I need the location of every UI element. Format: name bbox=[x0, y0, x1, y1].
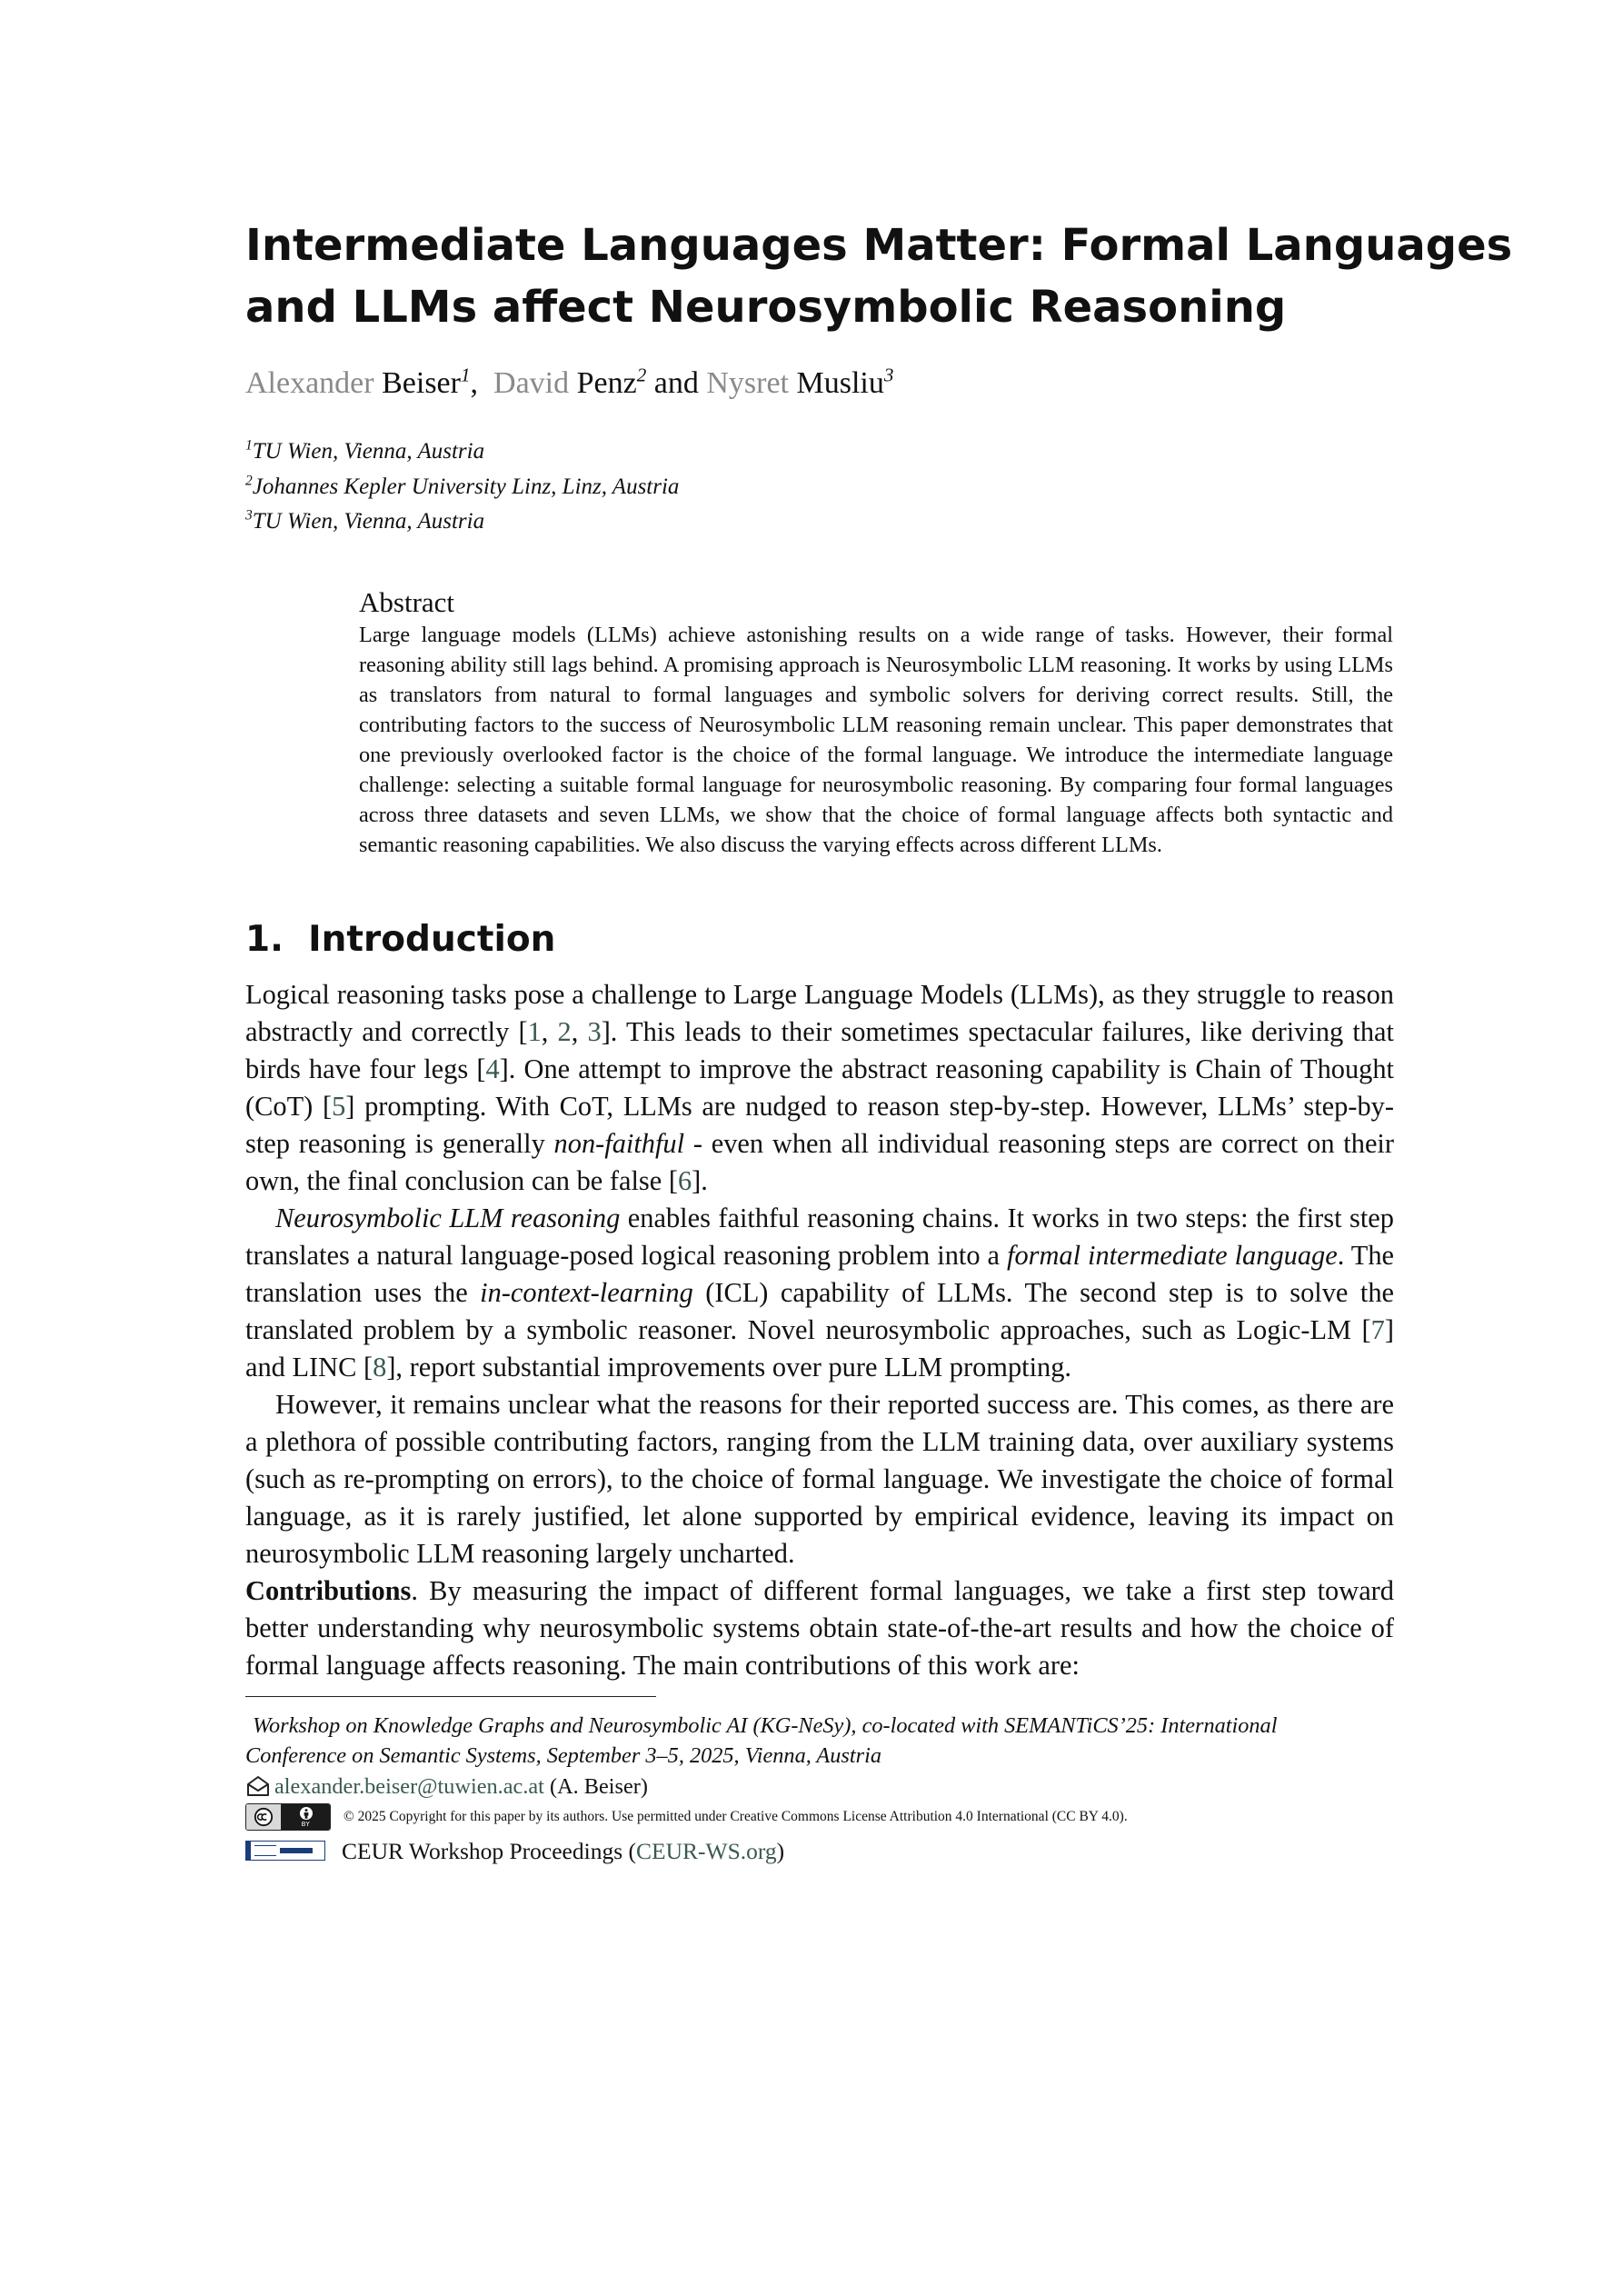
author-given-name: Alexander bbox=[245, 366, 374, 400]
abstract-text: Large language models (LLMs) achieve astonishing results on a wide range of tasks. However, their formal reasoning ability still lags behind. A promising approach is Neurosymbolic LLM reasoning. It works by using LLMs as translators from natural to formal languages and symbolic solvers for deriving correct results. Still, the contributing factors to the success of Neurosymbolic LLM reasoning remain unclear. This paper demonstrates that one previously overlooked factor is the choice of the formal language. We introduce the intermediate language challenge: selecting a suitable formal language for neurosymbolic reasoning. By comparing four formal languages across three datasets and seven LLMs, we show that the choice of formal language affects both syntactic and semantic reasoning capabilities. We also discuss the varying effects across different LLMs. bbox=[359, 623, 1393, 857]
citation-link[interactable]: 1 bbox=[527, 1016, 542, 1047]
section-number: 1. bbox=[245, 919, 284, 960]
paragraph-1 bbox=[245, 976, 1394, 1200]
text-run: ] prompting. With CoT, LLMs are nudged to reason step-by-step. However, LLMs’ step-by-step reasoning is generally bbox=[245, 1091, 1394, 1159]
cc-icon bbox=[246, 1804, 282, 1830]
affiliation-3 bbox=[245, 504, 679, 540]
footnote-block bbox=[245, 1711, 1394, 1869]
affiliation-1 bbox=[245, 434, 679, 470]
copyright-notice: © 2025 Copyright for this paper by its authors. Use permitted under Creative Commons License Attribution 4.0 International (CC BY 4.0). bbox=[344, 1809, 1128, 1824]
cc-by-badge bbox=[245, 1803, 331, 1831]
author-separator: , bbox=[470, 366, 479, 400]
text-run: . By measuring the impact of different formal languages, we take a first step toward better understanding why neurosymbolic systems obtain state-of-the-art results and how the choice of formal language affects reasoning. The main contributions of this work are: bbox=[245, 1575, 1394, 1681]
paragraph-3: However, it remains unclear what the reasons for their reported success are. This comes, as there are a plethora of possible contributing factors, ranging from the LLM training data, over auxiliary systems (such as re-prompting on errors), to the choice of formal language. We investigate the choice of formal language, as it is rarely justified, let alone supported by empirical evidence, leaving its impact on neurosymbolic LLM reasoning largely uncharted. bbox=[245, 1389, 1394, 1569]
paper-title bbox=[245, 215, 1513, 338]
text-run: enables faithful reasoning chains. It works in two steps: the first step translates a natural language-posed logical reasoning problem into a bbox=[245, 1203, 1394, 1271]
title-line-1: Intermediate Languages Matter: Formal Languages bbox=[245, 220, 1513, 271]
footnote-rule bbox=[245, 1696, 656, 1697]
citation-link[interactable]: 4 bbox=[485, 1053, 500, 1084]
email-owner: (A. Beiser) bbox=[550, 1773, 648, 1799]
section-heading-introduction bbox=[245, 918, 555, 962]
citation-link[interactable]: 3 bbox=[587, 1016, 602, 1047]
title-line-2: and LLMs affect Neurosymbolic Reasoning bbox=[245, 282, 1287, 333]
author-3 bbox=[706, 366, 893, 400]
affiliation-text: TU Wien, Vienna, Austria bbox=[252, 509, 485, 534]
author-affiliation-mark: 1 bbox=[460, 364, 471, 386]
envelope-icon bbox=[245, 1774, 271, 1798]
text-run: ]. One attempt to improve the abstract reasoning capability is Chain of Thought (CoT) [ bbox=[245, 1053, 1394, 1122]
author-given-name: David bbox=[493, 366, 570, 400]
affiliation-mark: 1 bbox=[245, 437, 253, 454]
citation-link[interactable]: 5 bbox=[332, 1091, 346, 1122]
text-run: ]. This leads to their sometimes spectacular failures, like deriving that birds have four legs [ bbox=[245, 1016, 1394, 1084]
citation-link[interactable]: 2 bbox=[557, 1016, 572, 1047]
author-affiliation-mark: 2 bbox=[636, 364, 647, 386]
emphasis-term: Neurosymbolic LLM reasoning bbox=[275, 1203, 621, 1233]
author-affiliation-mark: 3 bbox=[883, 364, 894, 386]
ceur-close: ) bbox=[776, 1837, 785, 1864]
ceur-row bbox=[245, 1832, 1394, 1869]
author-1 bbox=[245, 366, 471, 400]
text-run: ], report substantial improvements over pure LLM prompting. bbox=[386, 1352, 1072, 1383]
affiliation-2 bbox=[245, 470, 679, 505]
affiliation-mark: 3 bbox=[245, 507, 253, 524]
emphasis-term: formal intermediate language bbox=[1007, 1240, 1338, 1271]
affiliation-text: TU Wien, Vienna, Austria bbox=[252, 439, 485, 464]
ceur-link[interactable]: CEUR-WS.org bbox=[636, 1837, 777, 1864]
abstract bbox=[359, 585, 1393, 860]
author-separator: and bbox=[653, 366, 699, 400]
author-given-name: Nysret bbox=[706, 366, 789, 400]
author-list bbox=[245, 364, 893, 404]
author-2 bbox=[486, 366, 647, 400]
text-run: , bbox=[571, 1016, 588, 1047]
text-run: ]. bbox=[692, 1165, 708, 1196]
contributions-label: Contributions bbox=[245, 1575, 412, 1606]
by-label: BY bbox=[301, 1821, 311, 1828]
affiliation-text: Johannes Kepler University Linz, Linz, Austria bbox=[252, 474, 680, 499]
venue-line-2: Conference on Semantic Systems, September 3–5, 2025, Vienna, Austria bbox=[245, 1743, 881, 1768]
text-run: (ICL) capability of LLMs. The second step is to solve the translated problem by a symbolic reasoner. Novel neurosymbolic approaches, such as Logic-LM [ bbox=[245, 1277, 1395, 1345]
citation-link[interactable]: 6 bbox=[677, 1165, 692, 1196]
section-title: Introduction bbox=[308, 919, 556, 960]
ceur-logo-icon bbox=[245, 1841, 325, 1861]
emphasis-term: in-context-learning bbox=[480, 1277, 693, 1308]
author-family-name: Penz bbox=[576, 366, 637, 400]
ceur-credit bbox=[342, 1836, 784, 1866]
ceur-text: CEUR Workshop Proceedings ( bbox=[342, 1837, 636, 1864]
author-family-name: Beiser bbox=[382, 366, 461, 400]
license-row bbox=[245, 1802, 1394, 1832]
text-run: Logical reasoning tasks pose a challenge to Large Language Models (LLMs), as they struggle to reason abstractly and correctly [ bbox=[245, 979, 1394, 1047]
affiliation-list bbox=[245, 434, 679, 540]
paragraph-4 bbox=[245, 1572, 1394, 1684]
email-row bbox=[245, 1771, 1394, 1802]
text-run: - even when all individual reasoning steps are correct on their own, the final conclusion can be false [ bbox=[245, 1128, 1394, 1196]
affiliation-mark: 2 bbox=[245, 473, 253, 489]
abstract-heading: Abstract bbox=[359, 586, 455, 618]
citation-link[interactable]: 7 bbox=[1370, 1314, 1385, 1345]
citation-link[interactable]: 8 bbox=[373, 1352, 387, 1383]
introduction-body bbox=[245, 976, 1394, 1684]
text-run: , bbox=[541, 1016, 558, 1047]
text-run: . The translation uses the bbox=[245, 1240, 1395, 1308]
emphasis-term: non-faithful bbox=[553, 1128, 685, 1159]
text-run: ] and LINC [ bbox=[245, 1314, 1394, 1383]
email-link[interactable]: alexander.beiser@tuwien.ac.at bbox=[274, 1773, 544, 1799]
venue-line-1: Workshop on Knowledge Graphs and Neurosymbolic AI (KG-NeSy), co-located with SEMANTiCS’25: International bbox=[253, 1713, 1278, 1738]
by-attribution-icon bbox=[282, 1804, 330, 1830]
paragraph-2 bbox=[245, 1200, 1394, 1386]
author-family-name: Musliu bbox=[796, 366, 884, 400]
